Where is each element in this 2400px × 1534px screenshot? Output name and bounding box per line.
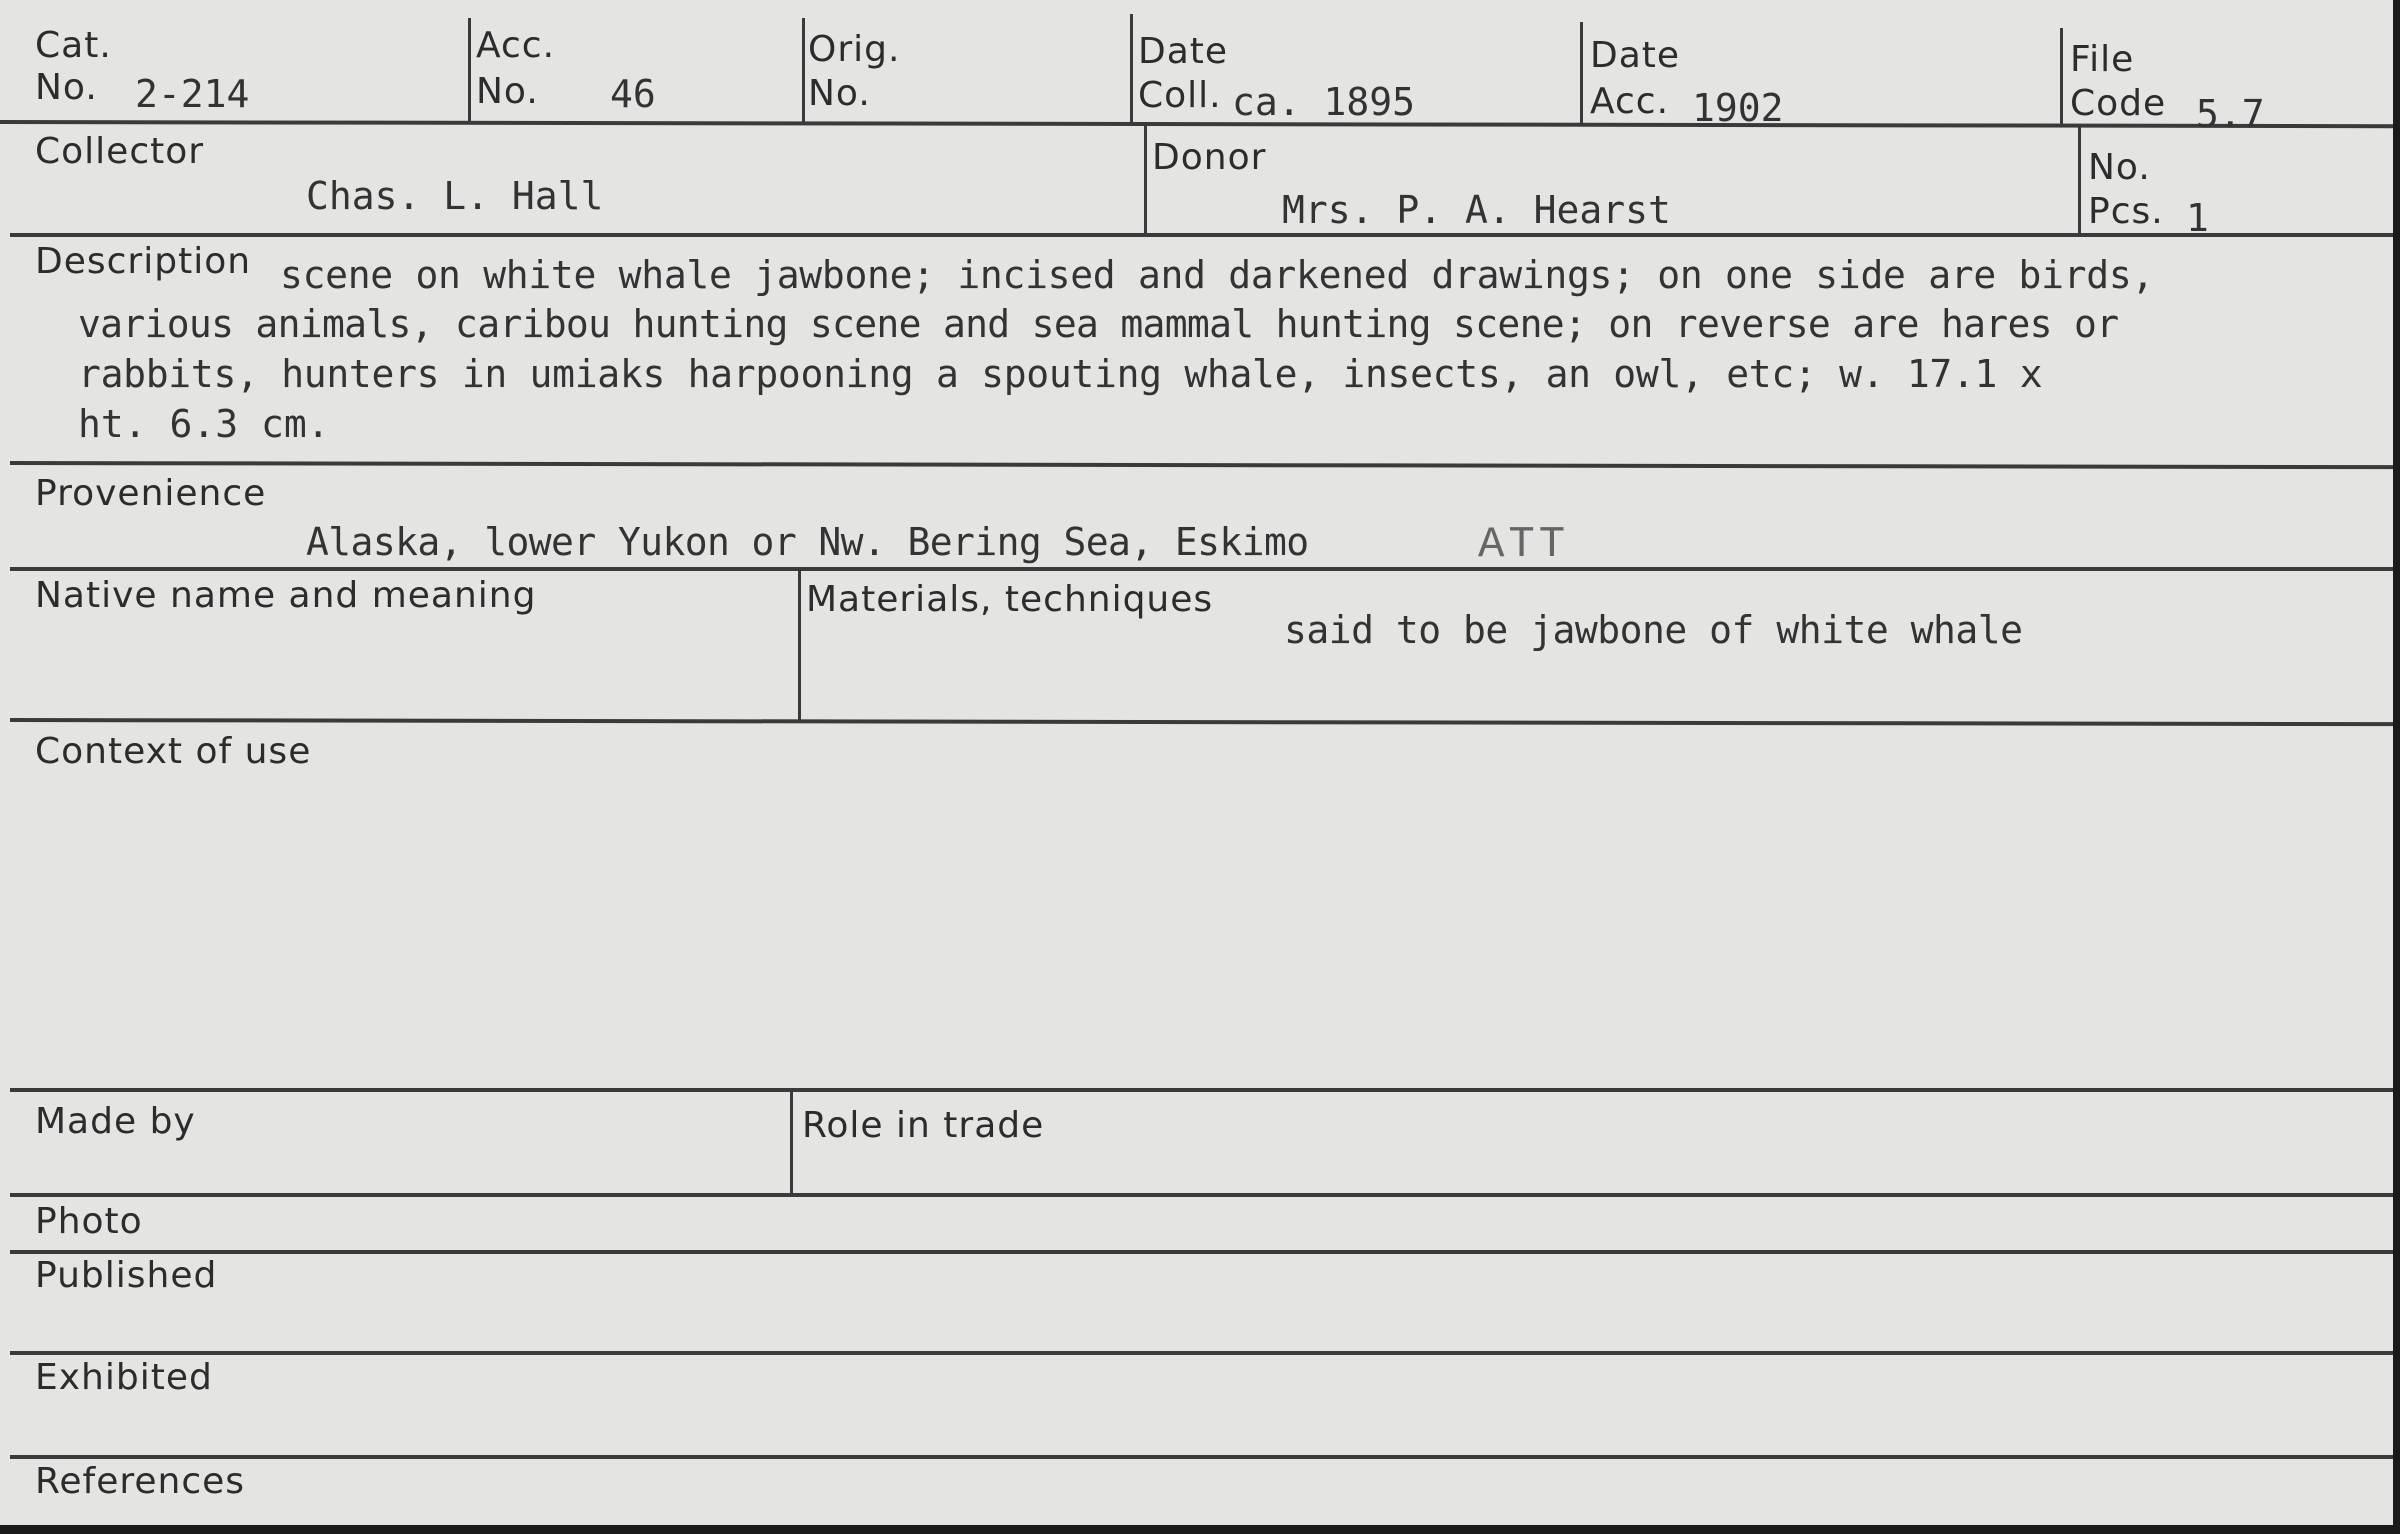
pcs-label-2: Pcs.: [2088, 191, 2164, 232]
materials-value: said to be jawbone of white whale: [1284, 608, 2023, 652]
rule-v-acc: [802, 18, 805, 122]
rule-v-donor: [2078, 124, 2081, 235]
rule-v-datecoll: [1580, 22, 1583, 124]
photo-label: Photo: [35, 1201, 143, 1242]
catalog-number: 2-214: [135, 72, 250, 116]
orig-label-2: No.: [808, 73, 871, 114]
description-line-4: ht. 6.3 cm.: [78, 402, 330, 446]
published-label: Published: [35, 1255, 218, 1296]
rule-exhibited-bottom: [10, 1455, 2400, 1459]
context-label: Context of use: [35, 731, 312, 772]
file-code: 5.7: [2196, 92, 2265, 136]
date-coll-label-1: Date: [1138, 31, 1229, 72]
rule-photo-bottom: [10, 1250, 2400, 1254]
donor-name: Mrs. P. A. Hearst: [1282, 188, 1671, 232]
description-line-3: rabbits, hunters in umiaks harpooning a spouting whale, insects, an owl, etc; w. 17.1 x: [78, 352, 2043, 396]
role-in-trade-label: Role in trade: [802, 1105, 1045, 1146]
file-code-label-1: File: [2070, 39, 2135, 80]
description-label: Description: [35, 241, 252, 282]
rule-collector-bottom: [10, 233, 2400, 237]
rule-v-collector: [1144, 122, 1147, 235]
date-collected: ca. 1895: [1232, 80, 1416, 124]
rule-native-bottom: [10, 718, 2400, 726]
collector-label: Collector: [35, 131, 205, 172]
references-label: References: [35, 1461, 246, 1502]
cat-label-2: No.: [35, 67, 98, 108]
provenience-label: Provenience: [35, 473, 267, 514]
rule-published-bottom: [10, 1351, 2400, 1355]
date-accessioned: 1902: [1692, 86, 1784, 130]
materials-label: Materials, techniques: [806, 579, 1214, 620]
file-code-label-2: Code: [2070, 83, 2167, 124]
pieces-count: 1: [2186, 196, 2209, 240]
rule-context-bottom: [10, 1088, 2400, 1092]
collector-name: Chas. L. Hall: [306, 174, 604, 218]
description-line-2: various animals, caribou hunting scene and sea mammal hunting scene; on reverse are hares or: [78, 302, 2119, 346]
description-line-1: scene on white whale jawbone; incised and darkened drawings; on one side are birds,: [280, 253, 2154, 297]
made-by-label: Made by: [35, 1101, 196, 1142]
acc-label-1: Acc.: [476, 25, 556, 66]
date-acc-label-1: Date: [1590, 35, 1681, 76]
provenience-stamp: ATT: [1478, 520, 1570, 570]
rule-description-bottom: [10, 461, 2400, 469]
pcs-label-1: No.: [2088, 147, 2151, 188]
date-coll-label-2: Coll.: [1138, 75, 1222, 116]
card-edge-right: [2393, 0, 2400, 1534]
rule-v-madeby: [790, 1090, 793, 1195]
orig-label-1: Orig.: [808, 29, 901, 70]
cat-label-1: Cat.: [35, 25, 112, 66]
card-edge-bottom: [0, 1525, 2400, 1534]
rule-header-bottom: [0, 120, 2400, 128]
exhibited-label: Exhibited: [35, 1357, 213, 1398]
rule-v-native: [798, 569, 801, 720]
native-name-label: Native name and meaning: [35, 575, 537, 616]
date-acc-label-2: Acc.: [1590, 81, 1670, 122]
provenience-value: Alaska, lower Yukon or Nw. Bering Sea, Eskimo: [306, 520, 1309, 564]
rule-v-dateacc: [2060, 28, 2063, 124]
rule-v-cat: [468, 18, 471, 122]
acc-label-2: No.: [476, 71, 539, 112]
accession-number: 46: [610, 72, 656, 116]
rule-v-orig: [1130, 14, 1133, 122]
donor-label: Donor: [1152, 137, 1267, 178]
rule-madeby-bottom: [10, 1193, 2400, 1197]
rule-provenience-bottom: [10, 567, 2400, 571]
